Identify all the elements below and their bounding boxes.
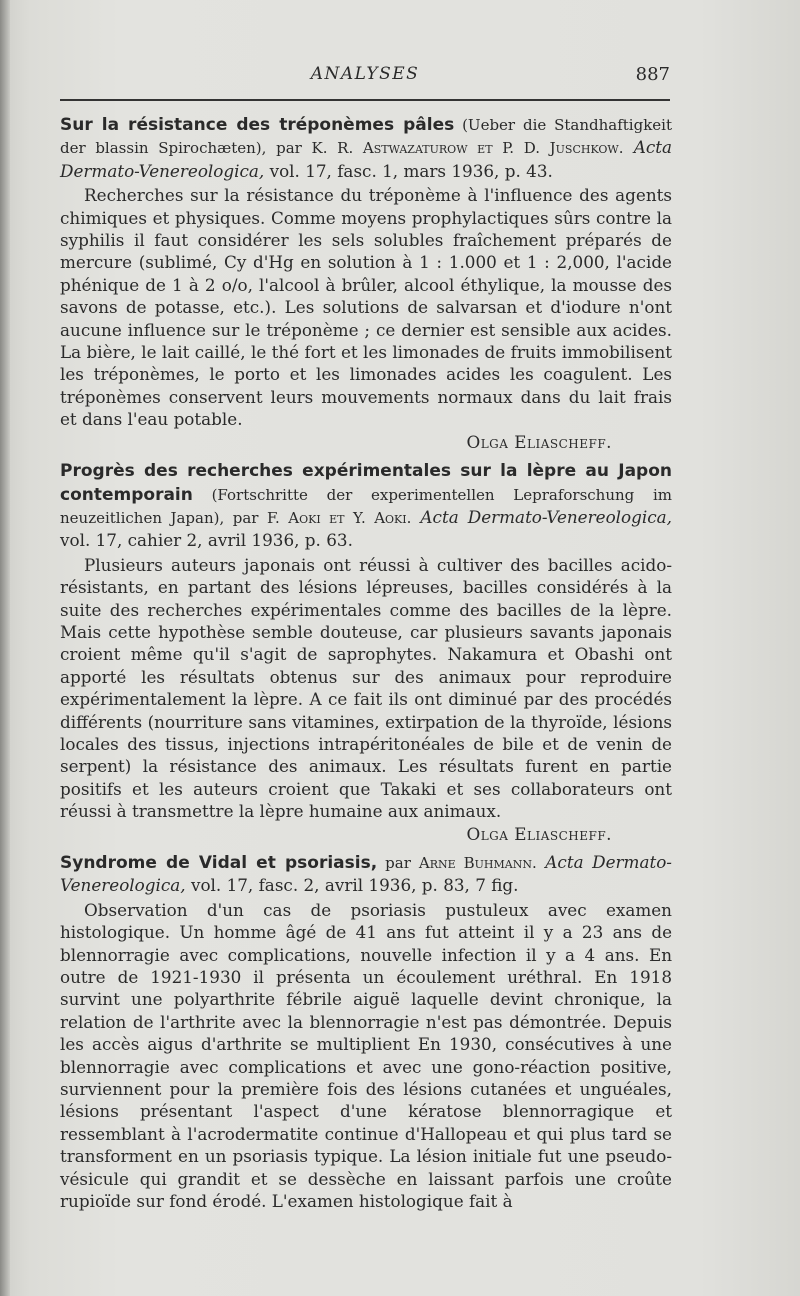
article-title-main: Syndrome de Vidal et psoriasis, <box>60 853 378 873</box>
article-journal: Acta Dermato-Venereologica, <box>60 137 673 181</box>
article-title <box>60 851 672 897</box>
header-rule <box>60 99 670 101</box>
article-1 <box>60 113 672 453</box>
article-body: Observation d'un cas de psoriasis pustuleux avec examen histologique. Un homme âgé de 41 ans fut atteint il y a 23 ans de blennorragie avec complications, nouvelle infection il y a 4 ans. En outre de 1921-1930 il présenta un écoulement uréthral. En 1918 survint une polyarthrite fébrile aiguë laquelle devint chronique, la relation de l'arthrite avec la blennorragie n'est pas démontrée. Depuis les accès aigus d'arthrite se multiplient En 1930, consécutives à une blennorragie avec complications et avec une gono-réaction positive, surviennent pour la première fois des lésions cutanées et unguéales, lésions présentant l'aspect d'une kératose blennorragique et ressemblant à l'acrodermatite continue d'Hallopeau et qui plus tard se transforment en un psoriasis typique. La lésion initiale fut une pseudo-vésicule qui grandit et se dessèche en laissant parfois une croûte rupioïde sur fond érodé. L'examen histologique fait à <box>60 899 672 1212</box>
article-title <box>60 459 672 552</box>
article-title-rest: (Ueber die Standhaftigkeit der blassin Spirochæten), par <box>60 116 672 158</box>
page-content <box>60 113 672 1219</box>
article-body: Recherches sur la résistance du tréponème à l'influence des agents chimiques et physiques. Comme moyens prophylactiques sûrs contre la syphilis il faut considérer les sels solubles fraîchement préparés de mercure (sublimé, Cy d'Hg en solution à 1 : 1.000 et 1 : 2,000, l'acide phénique de 1 à 2 o/o, l'alcool à brûler, alcool éthylique, la mousse des savons de potasse, etc.). Les solutions de salvarsan et d'iodure n'ont aucune influence sur le tréponème ; ce dernier est sensible aux acides. La bière, le lait caillé, le thé fort et les limonades de fruits immobilisent les tréponèmes, le porto et les limonades acides les coagulent. Les tréponèmes conservent leurs mouvements normaux dans du lait frais et dans l'eau potable. <box>60 185 672 430</box>
article-authors: Arne Buhmann. <box>418 854 537 872</box>
article-journal: Acta Dermato-Venereologica, <box>60 852 672 896</box>
article-authors: K. R. Astwazaturow et P. D. Juschkow. <box>311 139 624 158</box>
article-authors: F. Aoki et Y. Aoki. <box>266 508 412 527</box>
article-title-rest: par <box>377 854 419 872</box>
article-journal: Acta Dermato-Venereologica, <box>411 506 672 527</box>
article-signature: Olga Eliascheff. <box>466 823 612 844</box>
article-title-main: Progrès des recherches expérimentales sur la lèpre au Japon contemporain <box>60 461 672 505</box>
article-citation: vol. 17, cahier 2, avril 1936, p. 63. <box>60 530 353 551</box>
article-title-main: Sur la résistance des tréponèmes pâles <box>60 115 455 135</box>
page-header <box>60 64 670 88</box>
page-number: 887 <box>635 64 670 85</box>
article-3 <box>60 851 672 1213</box>
article-citation: vol. 17, fasc. 1, mars 1936, p. 43. <box>264 160 553 181</box>
article-signature: Olga Eliascheff. <box>466 431 612 452</box>
article-title <box>60 113 672 182</box>
article-2 <box>60 459 672 845</box>
page-edge-shadow <box>0 0 10 1296</box>
article-body: Plusieurs auteurs japonais ont réussi à cultiver des bacilles acido-résistants, en partant des lésions lépreuses, bacilles considérés à la suite des recherches expérimentales comme des bacilles de la lèpre. Mais cette hypothèse semble douteuse, car plusieurs savants japonais croient même qu'il s'agit de saprophytes. Nakamura et Obashi ont apporté les résultats obtenus sur des animaux pour reproduire expérimentalement la lèpre. A ce fait ils ont diminué par des procédés différents (nourriture sans vitamines, extirpation de la thyroïde, lésions locales des tissus, injections intrapéritonéales de bile et de venin de serpent) la résistance des animaux. Les résultats furent en partie positifs et les auteurs croient que Takaki et ses collaborateurs ont réussi à transmettre la lèpre humaine aux animaux. <box>60 554 672 822</box>
running-title: ANALYSES <box>310 64 420 84</box>
article-citation: vol. 17, fasc. 2, avril 1936, p. 83, 7 fig. <box>185 875 519 896</box>
article-title-rest: (Fortschritte der experimentellen Lepraforschung im neuzeitlichen Japan), par <box>60 485 672 527</box>
